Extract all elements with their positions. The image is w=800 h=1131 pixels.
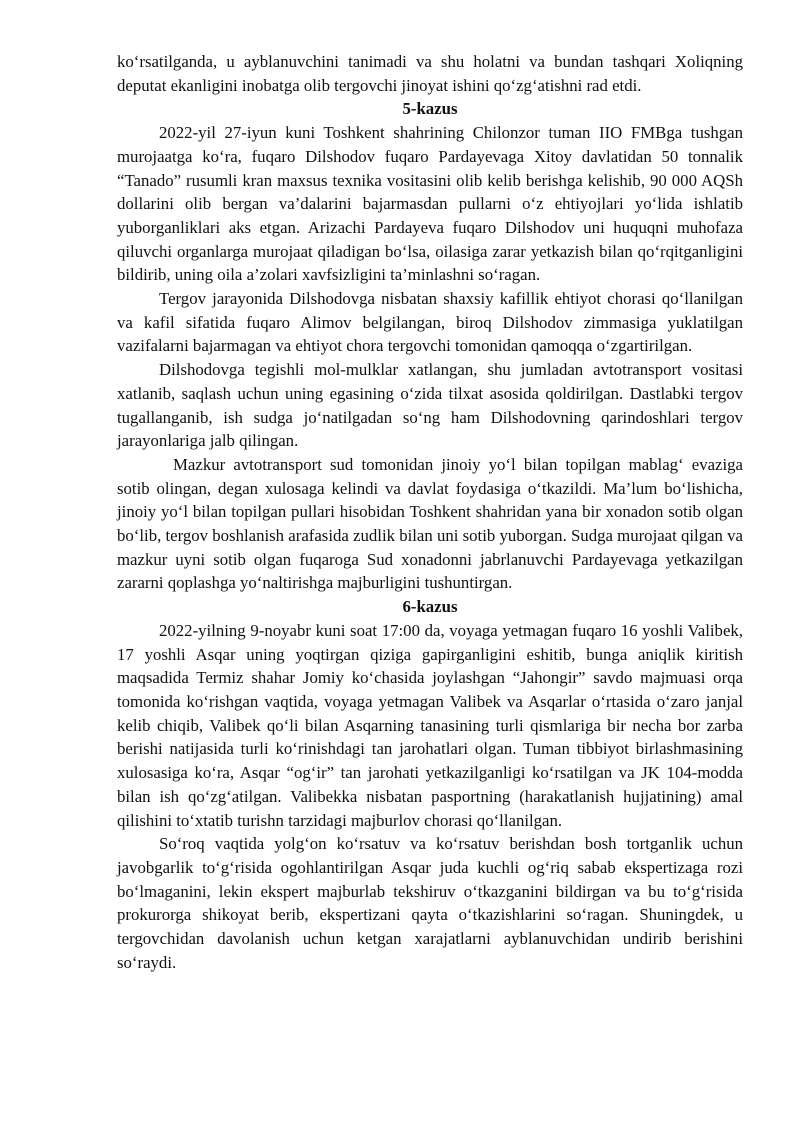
case6-paragraph-1: 2022-yilning 9-noyabr kuni soat 17:00 da, voyaga yetmagan fuqaro 16 yoshli Valibek, 17 yoshli Asqar uning yoqtirgan qiziga gapirganligini eshitib, bunga aniqlik kiritish maqsadida Termiz shahar Jomiy ko‘chasida joylashgan “Jahongir” savdo majmuasi orqa tomonida ko‘rishgan vaqtida, voyaga yetmagan Valibek va Asqarlar o‘rtasida o‘zaro janjal kelib chiqib, Valibek qo‘li bilan Asqarning tanasining turli qismlariga bir necha bor zarba berishi natijasida turli ko‘rinishdagi tan jarohatlari olgan. Tuman tibbiyot birlashmasining xulosasiga ko‘ra, Asqar “og‘ir” tan jarohati yetkazilganligi ko‘rsatilgan va JK 104-modda bilan ish qo‘zg‘atilgan. Valibekka nisbatan pasportning (harakatlanish hujjatining) amal qilishini to‘xtatib turishn tarzidagi majburlov chorasi qo‘llanilgan. (117, 620, 743, 830)
case5-paragraph-4: Mazkur avtotransport sud tomonidan jinoiy yo‘l bilan topilgan mablag‘ evaziga sotib olingan, degan xulosaga kelindi va davlat foydasiga o‘tkazildi. Ma’lum bo‘lishicha, jinoiy yo‘l bilan topilgan pullari hisobidan Toshkent shahridan yana bir xonadon sotib olgan bo‘lib, tergov boshlanish arafasida zudlik bilan uni sotib yuborgan. Sudga murojaat qilgan va mazkur uyni sotib olgan fuqaroga Sud xonadonni jabrlanuvchi Pardayevaga yetkazilgan zararni qoplashga yo‘naltirishga majburligini tushuntirgan. (117, 454, 743, 593)
intro-paragraph: ko‘rsatilganda, u ayblanuvchini tanimadi va shu holatni va bundan tashqari Xoliqning deputat ekanligini inobatga olib tergovchi jinoyat ishini qo‘zg‘atishni rad etdi. (117, 52, 743, 95)
document-page (117, 50, 743, 974)
case5-paragraph-2: Tergov jarayonida Dilshodovga nisbatan shaxsiy kafillik ehtiyot chorasi qo‘llanilgan va kafil sifatida fuqaro Alimov belgilangan, biroq Dilshodov zimmasiga yuklatilgan vazifalarni bajarmagan va ehtiyot chora tergovchi tomonidan qamoqqa o‘zgartirilgan. (117, 289, 743, 356)
case5-paragraph-3: Dilshodovga tegishli mol-mulklar xatlangan, shu jumladan avtotransport vositasi xatlanib, saqlash uchun uning egasining o‘zida tilxat asosida qoldirilgan. Dastlabki tergov tugallanganib, ish sudga jo‘natilgadan so‘ng ham Dilshodovning qarindoshlari tergov jarayonlariga jalb qilingan. (117, 360, 743, 451)
case5-heading: 5-kazus (402, 99, 458, 119)
case5-paragraph-1: 2022-yil 27-iyun kuni Toshkent shahrining Chilonzor tuman IIO FMBga tushgan murojaatga ko‘ra, fuqaro Dilshodov fuqaro Pardayevaga Xitoy davlatidan 50 tonnalik “Tanado” rusumli kran maxsus texnika vositasini olib kelib berishga kelishib, 90 000 AQSh dollarini olib bergan va’dalarini bajarmasdan pullarni o‘z ehtiyojlari yo‘lida ishlatib yuborganliklari aks etgan. Arizachi Pardayeva fuqaro Dilshodov uni huquqni muhofaza qiluvchi organlarga murojaat qiladigan bo‘lsa, oilasiga zarar yetkazish bilan qo‘rqitganligini bildirib, uning oila a’zolari xavfsizligini ta’minlashni so‘ragan. (117, 123, 743, 285)
case6-heading: 6-kazus (402, 597, 458, 617)
case6-paragraph-2: So‘roq vaqtida yolg‘on ko‘rsatuv va ko‘rsatuv berishdan bosh tortganlik uchun javobgarlik to‘g‘risida ogohlantirilgan Asqar juda kuchli og‘riq sabab ekspertizaga rozi bo‘lmaganini, lekin ekspert majburlab tekshiruv o‘tkazganini bildirgan va bu to‘g‘risida prokurorga shikoyat berib, ekspertizani qayta o‘tkazishlarini so‘ragan. Shuningdek, u tergovchidan davolanish uchun ketgan xarajatlarni ayblanuvchidan undirib berishini so‘raydi. (117, 834, 743, 972)
